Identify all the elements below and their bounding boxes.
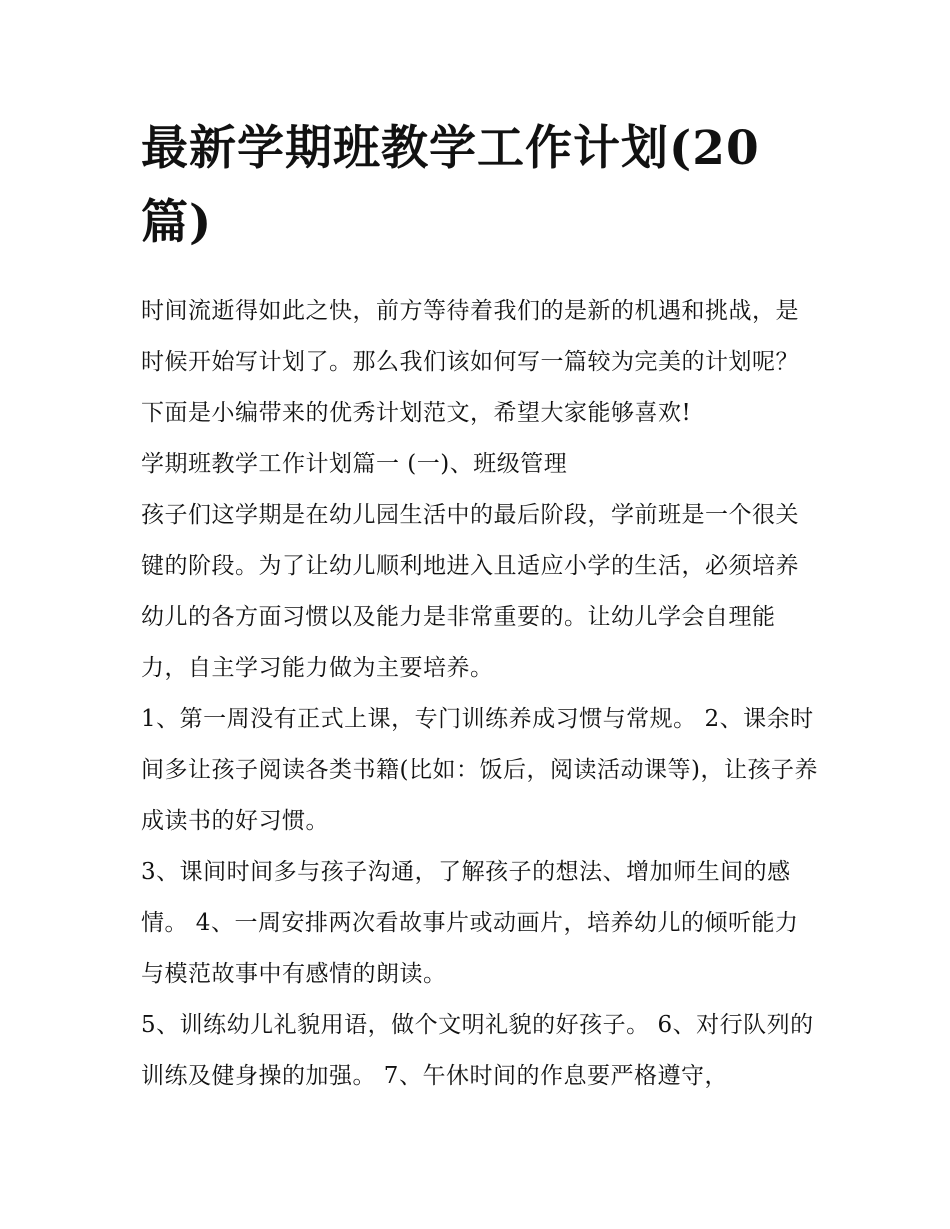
class-management-paragraph: 孩子们这学期是在幼儿园生活中的最后阶段，学前班是一个很关键的阶段。为了让幼儿顺利地进入且适应小学的生活，必须培养幼儿的各方面习惯以及能力是非常重要的。让幼儿学会自理能力，自主学习能力做为主要培养。	[141, 502, 799, 681]
section-heading: 学期班教学工作计划篇一 (一)、班级管理	[141, 451, 568, 477]
list-item: 5、训练幼儿礼貌用语，做个文明礼貌的好孩子。 6、对行队列的训练及健身操的加强。 7、午休时间的作息要严格遵守，	[141, 1012, 814, 1089]
document-page	[141, 112, 821, 1102]
list-item: 1、第一周没有正式上课，专门训练养成习惯与常规。 2、课余时间多让孩子阅读各类书籍(比如：饭后，阅读活动课等)，让孩子养成读书的好习惯。	[141, 706, 818, 834]
document-title: 最新学期班教学工作计划(20篇)	[141, 121, 760, 250]
document-body	[141, 286, 821, 1102]
list-item: 3、课间时间多与孩子沟通，了解孩子的想法、增加师生间的感情。 4、一周安排两次看故事片或动画片，培养幼儿的倾听能力与模范故事中有感情的朗读。	[141, 859, 799, 987]
intro-paragraph: 时间流逝得如此之快，前方等待着我们的是新的机遇和挑战，是时候开始写计划了。那么我们该如何写一篇较为完美的计划呢？下面是小编带来的优秀计划范文，希望大家能够喜欢!	[141, 298, 799, 426]
